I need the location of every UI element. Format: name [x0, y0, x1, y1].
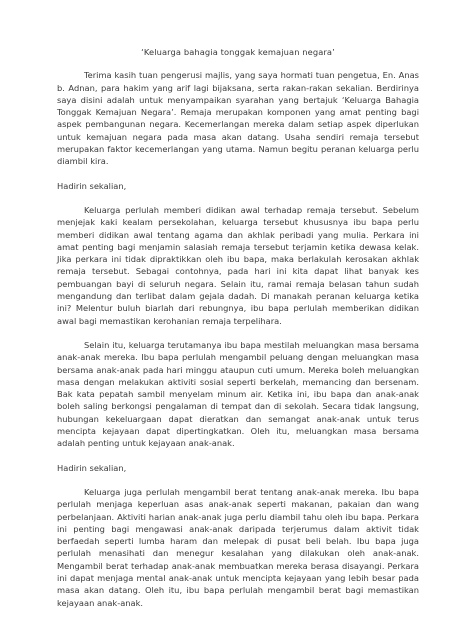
paragraph-care: Keluarga juga perlulah mengambil berat tentang anak-anak mereka. Ibu bapa perlulah menjaga keperluan asas anak-anak seperti makanan, pakaian dan wang perbelanjaan. Aktiviti harian anak-anak juga perlu diambil tahu oleh ibu bapa. Perkara ini penting bagi mengawasi anak-anak daripada terjerumus dalam aktivit tidak berfaedah seperti lumba haram dan melepak di pusat beli belah. Ibu bapa juga perlulah menasihati dan menegur kesalahan yang dilakukan oleh anak-anak. Mengambil berat terhadap anak-anak membuatkan mereka berasa disayangi. Perkara ini dapat menjaga mental anak-anak untuk mencipta kejayaan yang lebih besar pada masa akan datang. Oleh itu, ibu bapa perlulah mengambil berat bagi memastikan kejayaan anak-anak.	[57, 486, 419, 608]
greeting-2: Hadirin sekalian,	[57, 462, 127, 473]
paragraph-opening: Terima kasih tuan pengerusi majlis, yang saya hormati tuan pengetua, En. Anas b. Adnan, para hakim yang arif lagi bijaksana, serta rakan-rakan sekalian. Berdirinya saya disini adalah untuk menyampaikan syarahan yang bertajuk ‘Keluarga Bahagia Tonggak Kemajuan Negara’. Remaja merupakan komponen yang amat penting bagi aspek pembangunan negara. Kecemerlangan mereka dalam setiap aspek diperlukan untuk kemajuan negara pada masa akan datang. Usaha sendiri remaja tersebut merupakan faktor kecemerlangan yang utama. Namun begitu peranan keluarga perlu diambil kira.	[57, 70, 419, 167]
greeting-1: Hadirin sekalian,	[57, 180, 127, 191]
paragraph-early-education: Keluarga perlulah memberi didikan awal terhadap remaja tersebut. Sebelum menjejak kaki kealam persekolahan, keluarga tersebut khususnya ibu bapa perlu memberi didikan awal tentang agama dan akhlak peribadi yang mulia. Perkara ini amat penting bagi menjamin salasiah remaja tersebut terjamin ketika dewasa kelak. Jika perkara ini tidak dipraktikkan oleh ibu bapa, maka berlakulah kerosakan akhlak remaja tersebut. Sebagai contohnya, pada hari ini kita dapat lihat banyak kes pembuangan bayi di seluruh negara. Selain itu, ramai remaja belasan tahun sudah mengandung dan terlibat dalam gejala dadah. Di manakah peranan keluarga ketika ini? Melentur buluh biarlah dari rebungnya, ibu bapa perlulah memberikan didikan awal bagi memastikan kerohanian remaja terpelihara.	[57, 204, 419, 326]
speech-title: ‘Keluarga bahagia tonggak kemajuan negara’	[141, 47, 335, 57]
paragraph-quality-time: Selain itu, keluarga terutamanya ibu bapa mestilah meluangkan masa bersama anak-anak mereka. Ibu bapa perlulah mengambil peluang dengan meluangkan masa bersama anak-anak pada hari minggu ataupun cuti umum. Mereka boleh meluangkan masa dengan melakukan aktiviti sosial seperti berkelah, memancing dan bersenam. Bak kata pepatah sambil menyelam minum air. Ketika ini, ibu bapa dan anak-anak boleh saling berkongsi pengalaman di tempat dan di sekolah. Secara tidak langsung, hubungan kekeluargaan dapat dieratkan dan semangat anak-anak untuk terus mencipta kejayaan dapat dipertingkatkan. Oleh itu, meluangkan masa bersama adalah penting untuk kejayaan anak-anak.	[57, 339, 419, 449]
